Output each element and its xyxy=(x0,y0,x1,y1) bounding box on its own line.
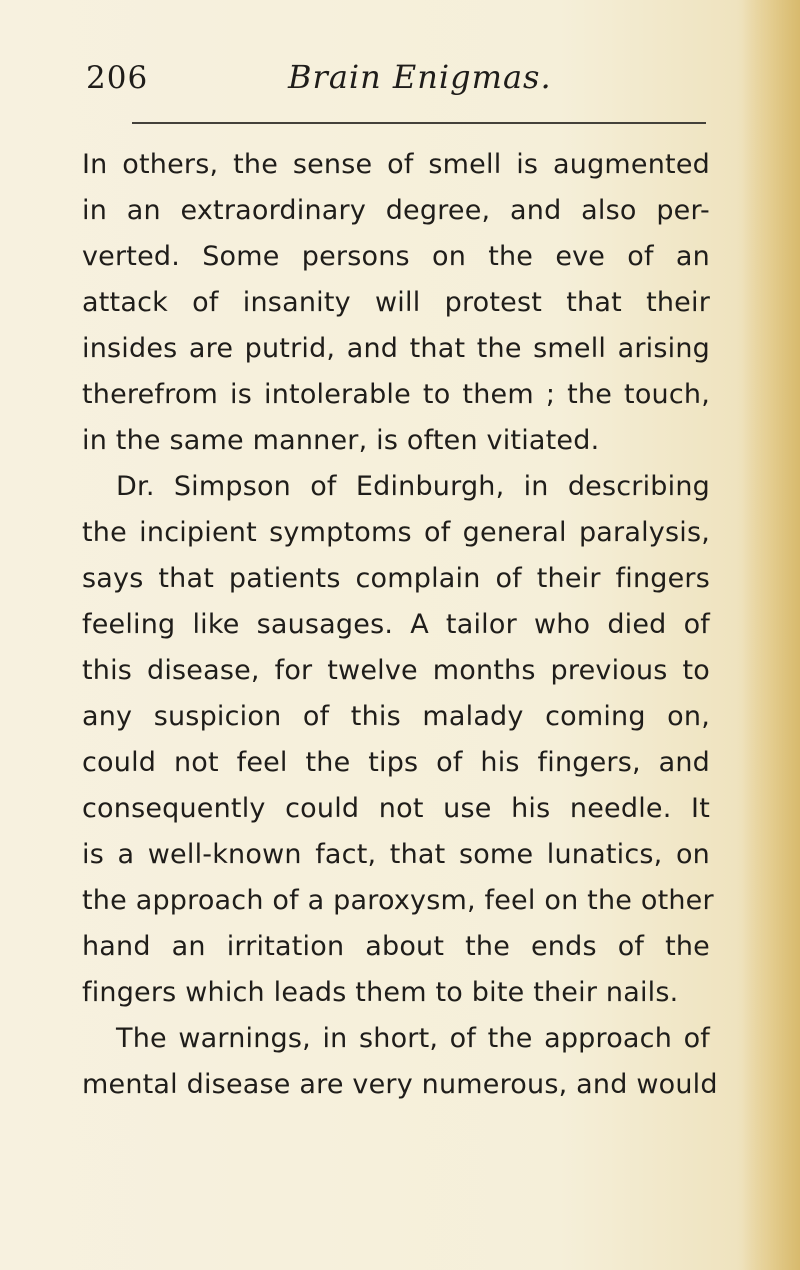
text-line: says that patients complain of their fingers xyxy=(82,563,710,594)
text-line: mental disease are very numerous, and would xyxy=(82,1069,718,1100)
text-line: in an extraordinary degree, and also per- xyxy=(82,195,710,226)
header-rule xyxy=(132,122,706,124)
text-line: in the same manner, is often vitiated. xyxy=(82,425,600,456)
text-line: Dr. Simpson of Edinburgh, in describing xyxy=(116,471,710,502)
body-text xyxy=(82,142,718,1108)
text-line: In others, the sense of smell is augmented xyxy=(82,149,710,180)
running-title: Brain Enigmas. xyxy=(288,58,552,96)
text-line: the approach of a paroxysm, feel on the other xyxy=(82,885,714,916)
page-header xyxy=(86,58,706,108)
text-line: attack of insanity will protest that their xyxy=(82,287,710,318)
text-line: consequently could not use his needle. It xyxy=(82,793,710,824)
text-line: hand an irritation about the ends of the xyxy=(82,931,710,962)
page-edge-stain xyxy=(742,0,800,1270)
text-line: this disease, for twelve months previous to xyxy=(82,655,710,686)
text-line: insides are putrid, and that the smell arising xyxy=(82,333,710,364)
text-line: any suspicion of this malady coming on, xyxy=(82,701,710,732)
text-line: is a well-known fact, that some lunatics, on xyxy=(82,839,710,870)
text-line: the incipient symptoms of general paralysis, xyxy=(82,517,710,548)
text-line: fingers which leads them to bite their nails. xyxy=(82,977,679,1008)
page-number: 206 xyxy=(86,60,149,96)
text-line: could not feel the tips of his fingers, and xyxy=(82,747,710,778)
text-line: feeling like sausages. A tailor who died of xyxy=(82,609,710,640)
text-line: verted. Some persons on the eve of an xyxy=(82,241,710,272)
text-line: therefrom is intolerable to them ; the touch, xyxy=(82,379,710,410)
text-line: The warnings, in short, of the approach of xyxy=(116,1023,710,1054)
